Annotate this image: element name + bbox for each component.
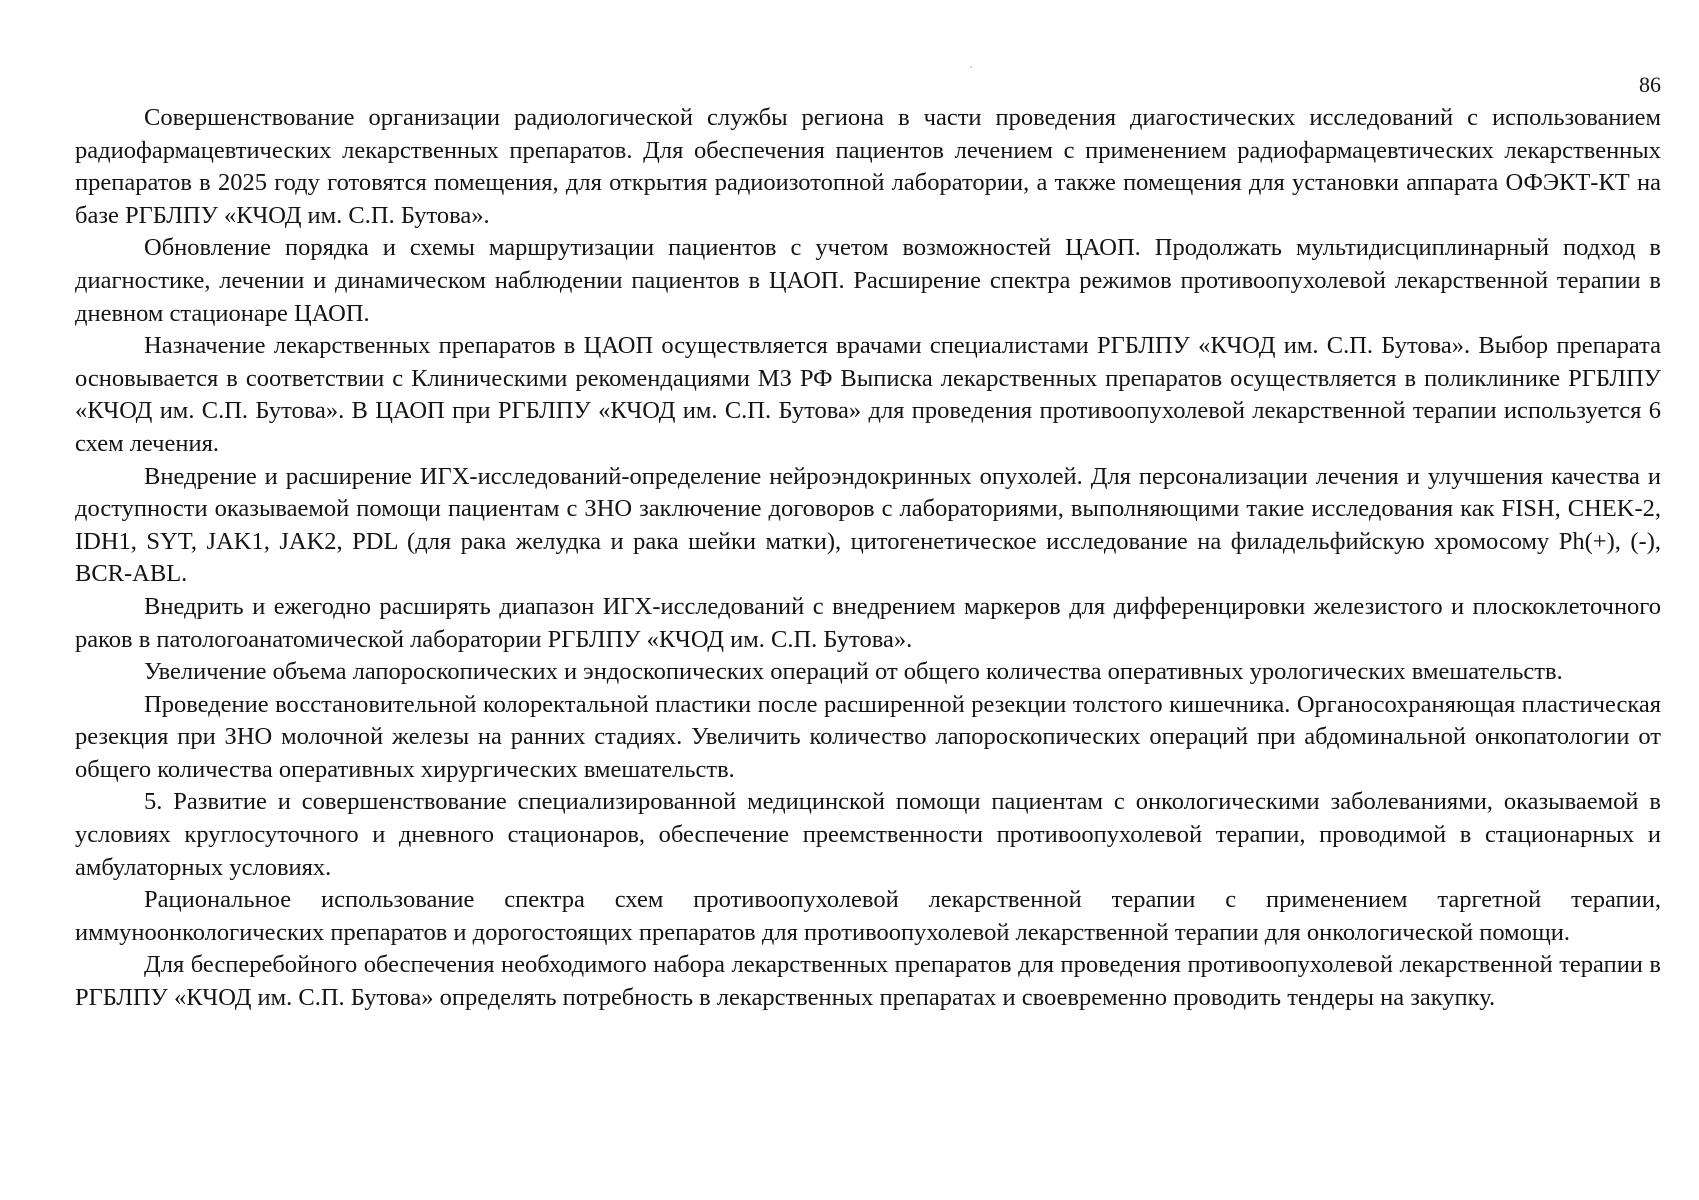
scan-speck [970, 66, 972, 68]
paragraph-specialized-care: 5. Развитие и совершенствование специализированной медицинской помощи пациентам с онкологическими заболеваниями, оказываемой в условиях круглосуточного и дневного стационаров, обеспечение преемственности противоопухолевой терапии, проводимой в стационарных и амбулаторных условиях. [75, 788, 1661, 881]
document-body [75, 102, 1661, 1015]
paragraph-ihc-markers: Внедрить и ежегодно расширять диапазон ИГХ-исследований с внедрением маркеров для дифференцировки железистого и плоскоклеточного раков в патологоанатомической лаборатории РГБЛПУ «КЧОД им. С.П. Бутова». [75, 592, 1661, 653]
paragraph-colorectal: Проведение восстановительной колоректальной пластики после расширенной резекции толстого кишечника. Органосохраняющая пластическая резекция при ЗНО молочной железы на ранних стадиях. Увеличить количество лапороскопических операций при абдоминальной онкопатологии от общего количества оперативных хирургических вмешательств. [75, 690, 1661, 783]
paragraph-rational-therapy: Рациональное использование спектра схем противоопухолевой лекарственной терапии с применением таргетной терапии, иммуноонкологических препаратов и дорогостоящих препаратов для противоопухолевой лекарственной терапии для онкологической помощи. [75, 886, 1661, 946]
paragraph-radiology: Совершенствование организации радиологической службы региона в части проведения диагостических исследований с использованием радиофармацевтических лекарственных препаратов. Для обеспечения пациентов лечением с применением радиофармацевтических лекарственных препаратов в 2025 году готовятся помещения, для открытия радиоизотопной лаборатории, а также помещения для установки аппарата ОФЭКТ-КТ на базе РГБЛПУ «КЧОД им. С.П. Бутова». [75, 104, 1661, 229]
paragraph-ihc-research: Внедрение и расширение ИГХ-исследований-определение нейроэндокринных опухолей. Для персонализации лечения и улучшения качества и доступности оказываемой помощи пациентам с ЗНО заключение договоров с лабораториями, выполняющими такие исследования как FISH, CHEK-2, IDH1, SYT, JAK1, JAK2, PDL (для рака желудка и рака шейки матки), цитогенетическое исследование на филадельфийскую хромосому Ph(+), (-), BCR-ABL. [75, 462, 1661, 588]
paragraph-routing: Обновление порядка и схемы маршрутизации пациентов с учетом возможностей ЦАОП. Продолжать мультидисциплинарный подход в диагностике, лечении и динамическом наблюдении пациентов в ЦАОП. Расширение спектра режимов противоопухолевой лекарственной терапии в дневном стационаре ЦАОП. [75, 234, 1661, 327]
page-number: 86 [1639, 72, 1661, 97]
paragraph-procurement: Для бесперебойного обеспечения необходимого набора лекарственных препаратов для проведения противоопухолевой лекарственной терапии в РГБЛПУ «КЧОД им. С.П. Бутова» определять потребность в лекарственных препаратах и своевременно проводить тендеры на закупку. [75, 951, 1661, 1012]
paragraph-prescription: Назначение лекарственных препаратов в ЦАОП осуществляется врачами специалистами РГБЛПУ «КЧОД им. С.П. Бутова». Выбор препарата основывается в соответствии с Клиническими рекомендациями МЗ РФ Выписка лекарственных препаратов осуществляется в поликлинике РГБЛПУ «КЧОД им. С.П. Бутова». В ЦАОП при РГБЛПУ «КЧОД им. С.П. Бутова» для проведения противоопухолевой лекарственной терапии используется 6 схем лечения. [75, 332, 1661, 457]
paragraph-laparoscopy: Увеличение объема лапороскопических и эндоскопических операций от общего количества оперативных урологических вмешательств. [144, 658, 1563, 686]
